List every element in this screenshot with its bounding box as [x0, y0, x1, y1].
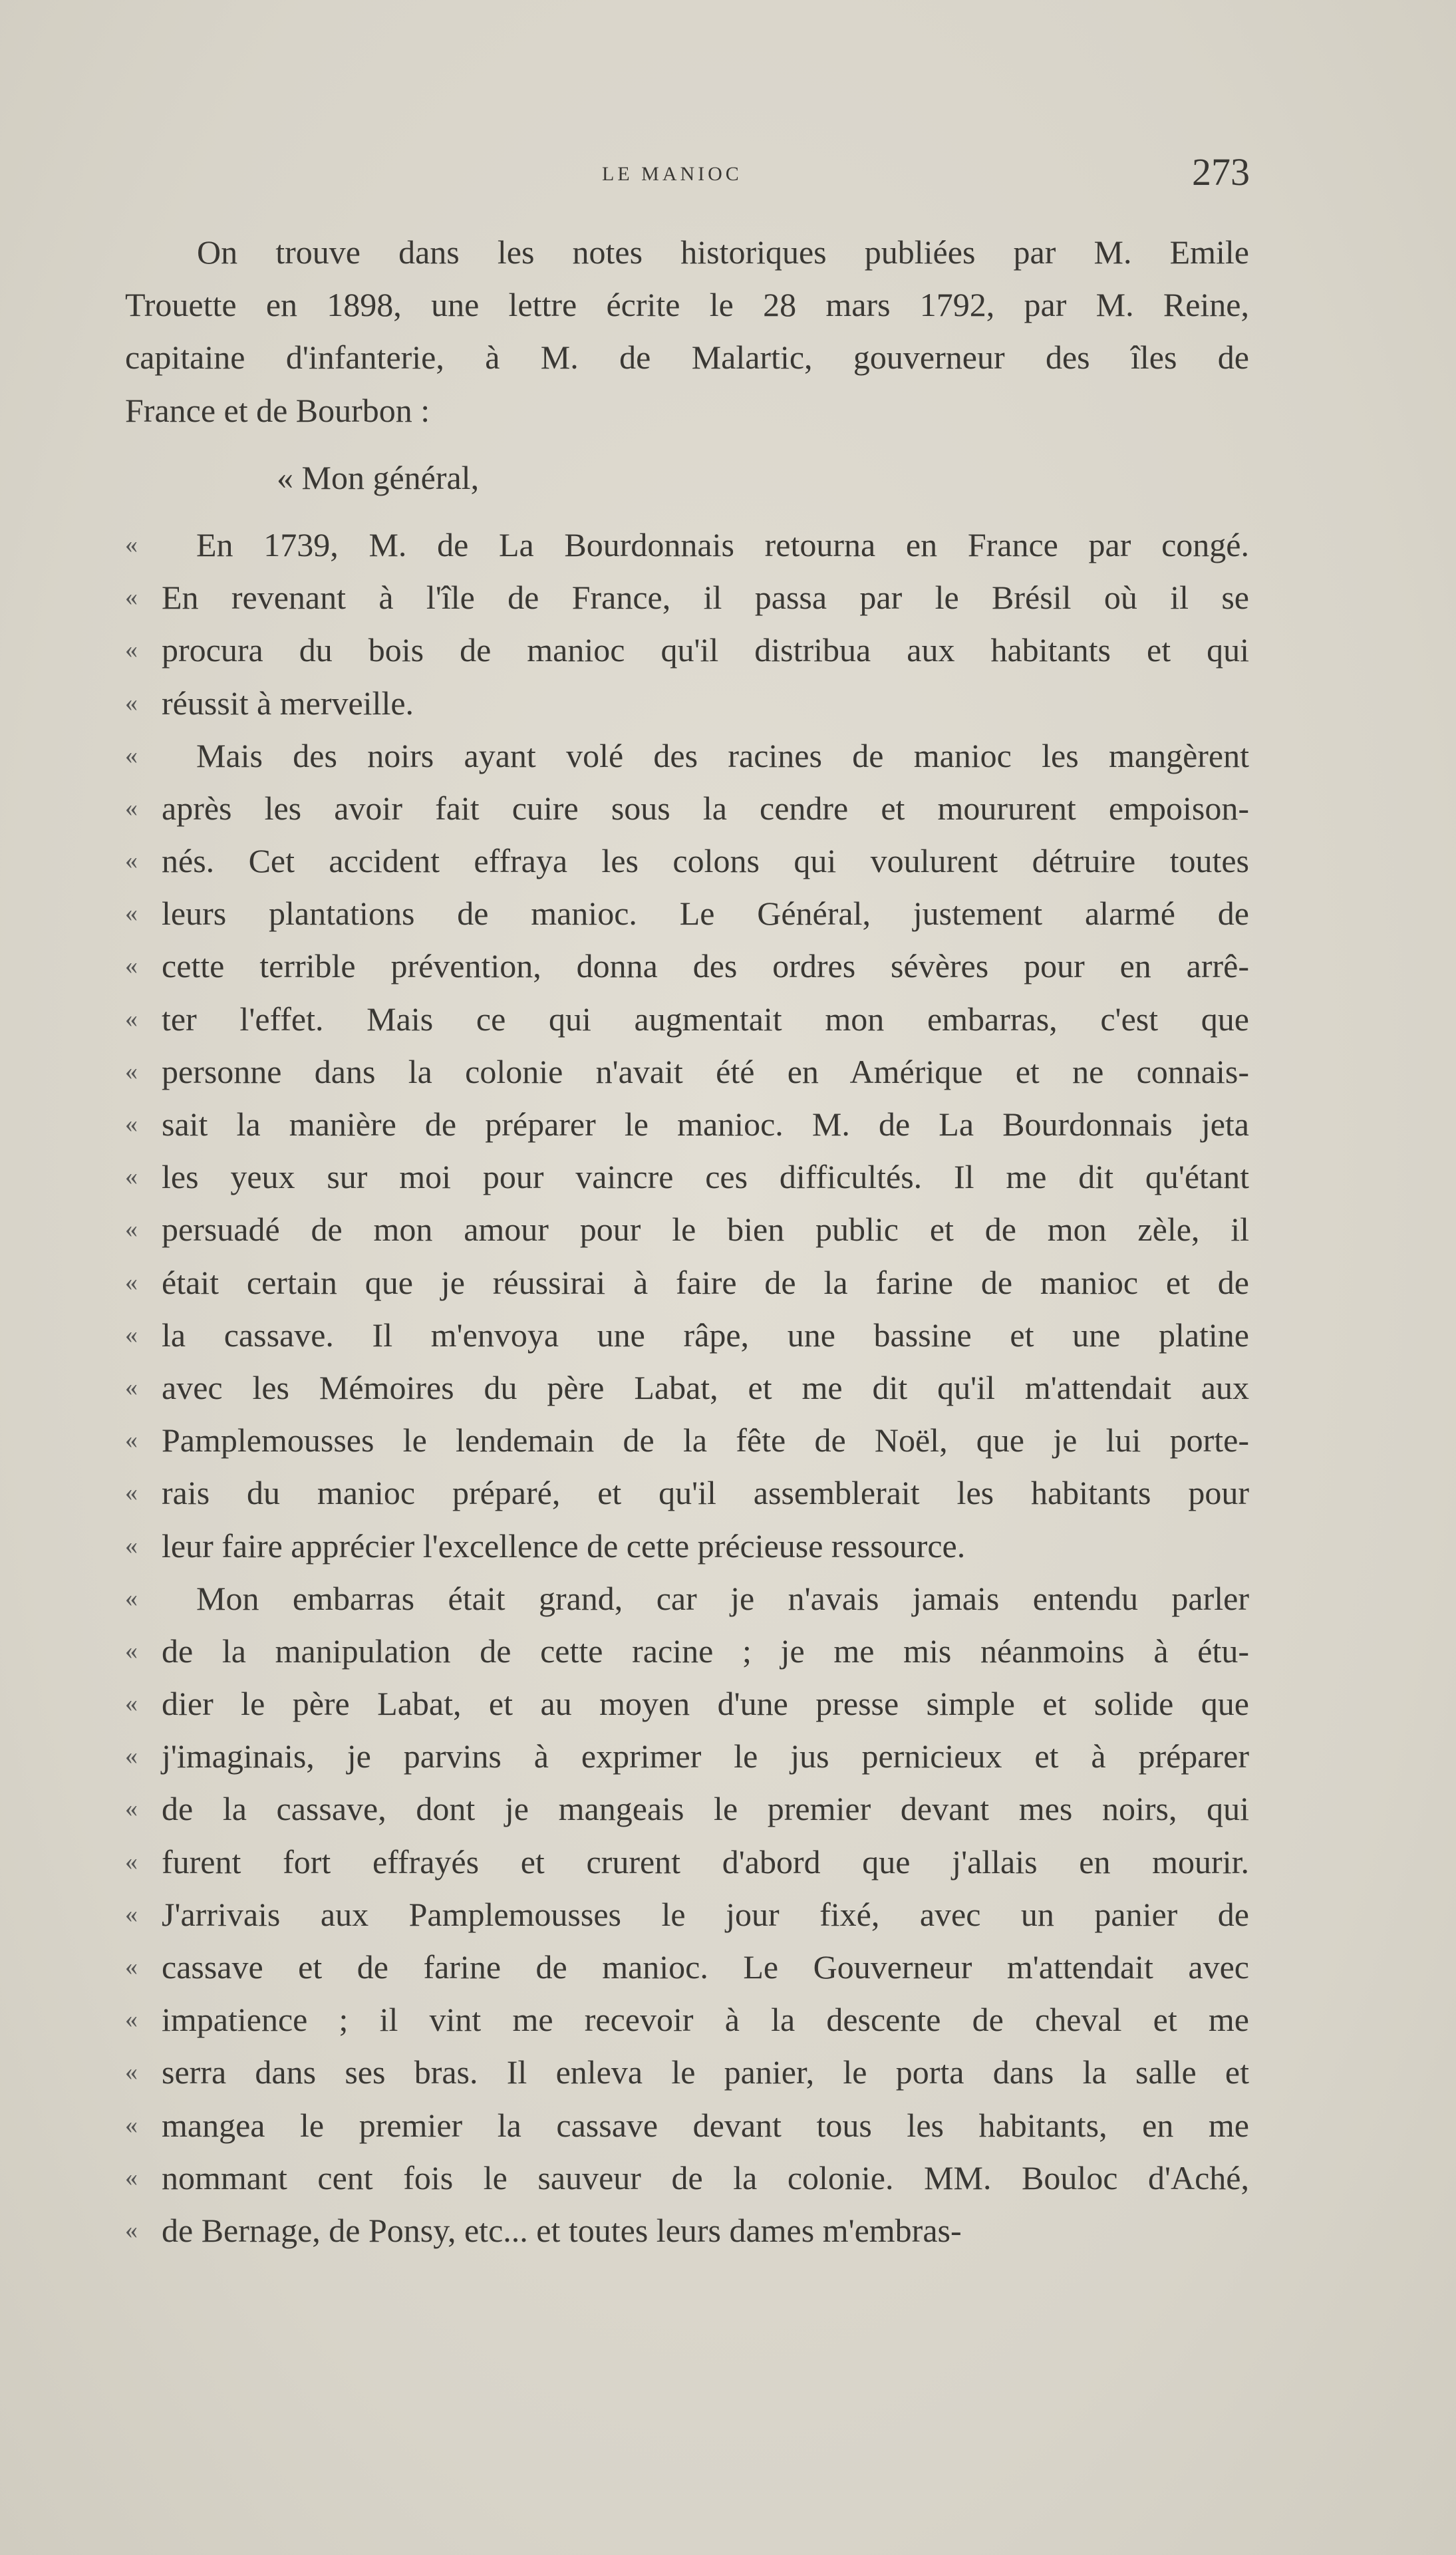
- letter-line: [125, 1098, 1249, 1151]
- guillemet-mark: «: [125, 636, 138, 665]
- letter-line: [125, 2152, 1249, 2204]
- letter-line: [125, 940, 1249, 992]
- guillemet-mark: «: [125, 1584, 138, 1612]
- guillemet-mark: «: [125, 1004, 138, 1033]
- guillemet-mark: «: [125, 2058, 138, 2087]
- letter-line: [125, 1573, 1249, 1625]
- letter-line-text: avec les Mémoires du père Labat, et me dit qu'il m'attendait aux: [162, 1368, 1249, 1406]
- letter-line: [125, 1520, 1249, 1573]
- guillemet-mark: «: [125, 530, 138, 559]
- letter-line: [125, 993, 1249, 1046]
- letter-line-text: J'arrivais aux Pamplemousses le jour fixé, avec un panier de: [162, 1895, 1249, 1933]
- text-line: capitaine d'infanterie, à M. de Malartic, gouverneur des îles de: [125, 339, 1249, 376]
- guillemet-mark: «: [125, 2006, 138, 2034]
- letter-line-text: cette terrible prévention, donna des ordres sévères pour en arrê-: [162, 947, 1249, 985]
- page-number: 273: [1192, 150, 1250, 194]
- letter-line-text: était certain que je réussirai à faire de la farine de manioc et de: [162, 1263, 1249, 1301]
- letter-line: [125, 1994, 1249, 2046]
- guillemet-mark: «: [125, 2163, 138, 2192]
- letter-line: [125, 1257, 1249, 1309]
- letter-line-text: de la manipulation de cette racine ; je me mis néanmoins à étu-: [162, 1632, 1249, 1670]
- letter-line: [125, 1467, 1249, 1519]
- letter-line-text: leurs plantations de manioc. Le Général, justement alarmé de: [162, 895, 1249, 933]
- intro-paragraph: [125, 226, 1249, 437]
- letter-line: [125, 519, 1249, 571]
- guillemet-mark: «: [125, 1215, 138, 1244]
- guillemet-mark: «: [125, 1742, 138, 1771]
- guillemet-mark: «: [125, 1057, 138, 1086]
- letter-line: [125, 1046, 1249, 1098]
- text-line: On trouve dans les notes historiques publiées par M. Emile: [197, 233, 1249, 271]
- letter-line-text: personne dans la colonie n'avait été en Amérique et ne connais-: [162, 1052, 1249, 1090]
- letter-line: [125, 571, 1249, 624]
- guillemet-mark: «: [125, 688, 138, 717]
- guillemet-mark: «: [125, 1110, 138, 1138]
- letter-line: [125, 624, 1249, 676]
- letter-line: [125, 730, 1249, 782]
- guillemet-mark: «: [125, 1900, 138, 1928]
- guillemet-mark: «: [125, 1795, 138, 1823]
- letter-line: [125, 2204, 1249, 2257]
- text-line: Trouette en 1898, une lettre écrite le 28 mars 1792, par M. Reine,: [125, 286, 1249, 324]
- letter-line-text: la cassave. Il m'envoya une râpe, une bassine et une platine: [162, 1316, 1249, 1354]
- guillemet-mark: «: [125, 899, 138, 928]
- letter-line: [125, 1941, 1249, 1994]
- letter-line: [125, 2099, 1249, 2152]
- letter-line-text: leur faire apprécier l'excellence de cette précieuse ressource.: [162, 1527, 966, 1565]
- letter-line-text: réussit à merveille.: [162, 684, 414, 722]
- letter-line-text: nommant cent fois le sauveur de la colonie. MM. Bouloc d'Aché,: [162, 2159, 1249, 2196]
- letter-line: [125, 1836, 1249, 1888]
- letter-line: [125, 677, 1249, 730]
- letter-line-text: cassave et de farine de manioc. Le Gouverneur m'attendait avec: [162, 1948, 1249, 1986]
- guillemet-mark: «: [125, 794, 138, 822]
- letter-line: [125, 1414, 1249, 1467]
- guillemet-mark: «: [125, 952, 138, 980]
- letter-line-text: serra dans ses bras. Il enleva le panier, le porta dans la salle et: [162, 2053, 1249, 2091]
- letter-line-text: les yeux sur moi pour vaincre ces difficultés. Il me dit qu'étant: [162, 1158, 1249, 1196]
- letter-line-text: nés. Cet accident effraya les colons qui voulurent détruire toutes: [162, 842, 1249, 880]
- letter-line-text: persuadé de mon amour pour le bien public et de mon zèle, il: [162, 1211, 1249, 1249]
- letter-line: [125, 1203, 1249, 1256]
- guillemet-mark: «: [125, 1847, 138, 1876]
- letter-line: [125, 1309, 1249, 1362]
- letter-salutation: « Mon général,: [277, 458, 480, 496]
- letter-line: [125, 835, 1249, 887]
- letter-line-text: procura du bois de manioc qu'il distribua aux habitants et qui: [162, 631, 1249, 669]
- guillemet-mark: «: [125, 1953, 138, 1981]
- letter-line: [125, 782, 1249, 835]
- guillemet-mark: «: [125, 1268, 138, 1296]
- guillemet-mark: «: [125, 1690, 138, 1718]
- guillemet-mark: «: [125, 2216, 138, 2244]
- guillemet-mark: «: [125, 1163, 138, 1191]
- letter-line-text: après les avoir fait cuire sous la cendre et moururent empoison-: [162, 789, 1249, 827]
- letter-line-text: Mais des noirs ayant volé des racines de manioc les mangèrent: [196, 736, 1249, 774]
- letter-line-text: furent fort effrayés et crurent d'abord que j'allais en mourir.: [162, 1843, 1249, 1880]
- guillemet-mark: «: [125, 583, 138, 612]
- guillemet-mark: «: [125, 1426, 138, 1455]
- letter-line-text: En revenant à l'île de France, il passa par le Brésil où il se: [162, 579, 1249, 617]
- letter-line-text: de la cassave, dont je mangeais le premier devant mes noirs, qui: [162, 1790, 1249, 1828]
- letter-line-text: dier le père Labat, et au moyen d'une presse simple et solide que: [162, 1685, 1249, 1723]
- letter-line-text: j'imaginais, je parvins à exprimer le jus pernicieux et à préparer: [162, 1737, 1249, 1775]
- letter-body: [125, 519, 1249, 2257]
- guillemet-mark: «: [125, 1320, 138, 1349]
- letter-line-text: impatience ; il vint me recevoir à la descente de cheval et me: [162, 2001, 1249, 2039]
- letter-line: [125, 1625, 1249, 1678]
- letter-line-text: sait la manière de préparer le manioc. M. de La Bourdonnais jeta: [162, 1106, 1249, 1143]
- letter-line: [125, 1888, 1249, 1941]
- guillemet-mark: «: [125, 847, 138, 875]
- guillemet-mark: «: [125, 1373, 138, 1402]
- text-line: France et de Bourbon :: [125, 391, 430, 429]
- letter-line-text: En 1739, M. de La Bourdonnais retourna en France par congé.: [196, 526, 1249, 563]
- guillemet-mark: «: [125, 741, 138, 770]
- letter-line-text: rais du manioc préparé, et qu'il assemblerait les habitants pour: [162, 1474, 1249, 1512]
- letter-line: [125, 1783, 1249, 1835]
- letter-line-text: ter l'effet. Mais ce qui augmentait mon embarras, c'est que: [162, 1000, 1249, 1038]
- guillemet-mark: «: [125, 1531, 138, 1560]
- letter-line: [125, 1730, 1249, 1783]
- guillemet-mark: «: [125, 1479, 138, 1507]
- letter-line: [125, 2046, 1249, 2099]
- letter-line-text: Pamplemousses le lendemain de la fête de Noël, que je lui porte-: [162, 1422, 1249, 1459]
- running-head: LE MANIOC: [602, 163, 742, 185]
- letter-line-text: de Bernage, de Ponsy, etc... et toutes leurs dames m'embras-: [162, 2211, 962, 2249]
- letter-line: [125, 1362, 1249, 1414]
- letter-line-text: Mon embarras était grand, car je n'avais jamais entendu parler: [196, 1579, 1249, 1617]
- letter-line: [125, 1678, 1249, 1730]
- guillemet-mark: «: [125, 1636, 138, 1665]
- guillemet-mark: «: [125, 2111, 138, 2139]
- letter-line-text: mangea le premier la cassave devant tous les habitants, en me: [162, 2106, 1249, 2144]
- letter-line: [125, 887, 1249, 940]
- letter-line: [125, 1151, 1249, 1203]
- text-block: [125, 226, 1249, 2257]
